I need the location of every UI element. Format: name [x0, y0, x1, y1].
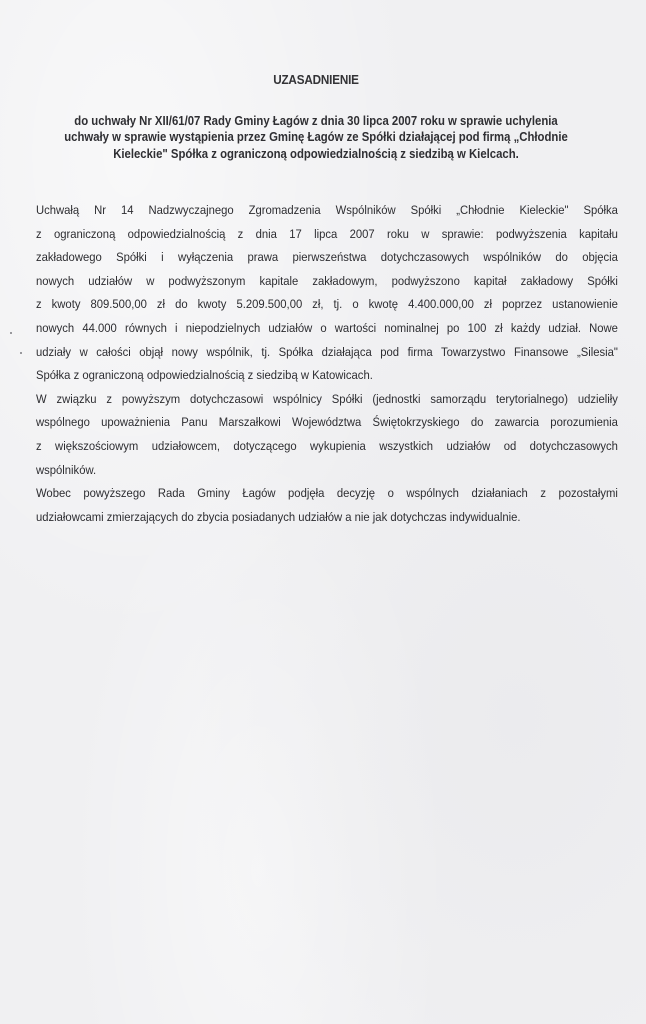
text-line: udziałowcami zmierzających do zbycia posiadanych udziałów a nie jak dotychczas indywidualnie.	[36, 509, 521, 524]
text-line: nowych udziałów w podwyższonym kapitale zakładowym, podwyższono kapitał zakładowy Spółki	[36, 273, 618, 288]
document-title: UZASADNIENIE	[273, 72, 359, 87]
paragraph-shareholders-authorization	[36, 388, 618, 482]
text-line: nowych 44.000 równych i niepodzielnych udziałów o wartości nominalnej po 100 zł każdy udział. Nowe	[36, 320, 618, 335]
text-line: z ograniczoną odpowiedzialnością z dnia 17 lipca 2007 roku w sprawie: podwyższenia kapitału	[36, 226, 618, 241]
paragraph-capital-increase	[36, 199, 618, 388]
text-line: udziały w całości objął nowy wspólnik, tj. Spółka działająca pod firma Towarzystwo Finansowe „Silesia"	[36, 344, 618, 359]
scan-speck	[10, 332, 12, 334]
subtitle-line: Kieleckie" Spółka z ograniczoną odpowiedzialnością z siedzibą w Kielcach.	[113, 145, 519, 161]
scan-speck	[20, 352, 22, 354]
text-line: wspólników.	[36, 462, 97, 477]
text-line: Wobec powyższego Rada Gminy Łagów podjęła decyzję o wspólnych działaniach z pozostałymi	[36, 486, 618, 501]
text-line: zakładowego Spółki i wyłączenia prawa pierwszeństwa dotychczasowych wspólników do objęcia	[36, 250, 618, 265]
subtitle-line: do uchwały Nr XII/61/07 Rady Gminy Łagów z dnia 30 lipca 2007 roku w sprawie uchylenia	[74, 113, 558, 128]
text-line: z większościowym udziałowcem, dotyczącego wykupienia wszystkich udziałów od dotychczasowych	[36, 438, 618, 453]
text-line: Uchwałą Nr 14 Nadzwyczajnego Zgromadzenia Wspólników Spółki „Chłodnie Kieleckie" Spółka	[36, 203, 618, 217]
paragraph-council-decision	[36, 482, 618, 529]
text-line: W związku z powyższym dotychczasowi wspólnicy Spółki (jednostki samorządu terytorialnego) udzieliły	[36, 391, 618, 406]
text-line: wspólnego upoważnienia Panu Marszałkowi Województwa Świętokrzyskiego do zawarcia porozumienia	[36, 415, 618, 430]
text-line: z kwoty 809.500,00 zł do kwoty 5.209.500,00 zł, tj. o kwotę 4.400.000,00 zł poprzez ustanowienie	[36, 297, 618, 312]
text-line: Spółka z ograniczoną odpowiedzialnością z siedzibą w Katowicach.	[36, 368, 373, 383]
document-subtitle	[0, 113, 632, 162]
document-body	[36, 199, 618, 529]
subtitle-line: uchwały w sprawie wystąpienia przez Gminę Łagów ze Spółki działającej pod firmą „Chłodnie	[64, 129, 568, 145]
